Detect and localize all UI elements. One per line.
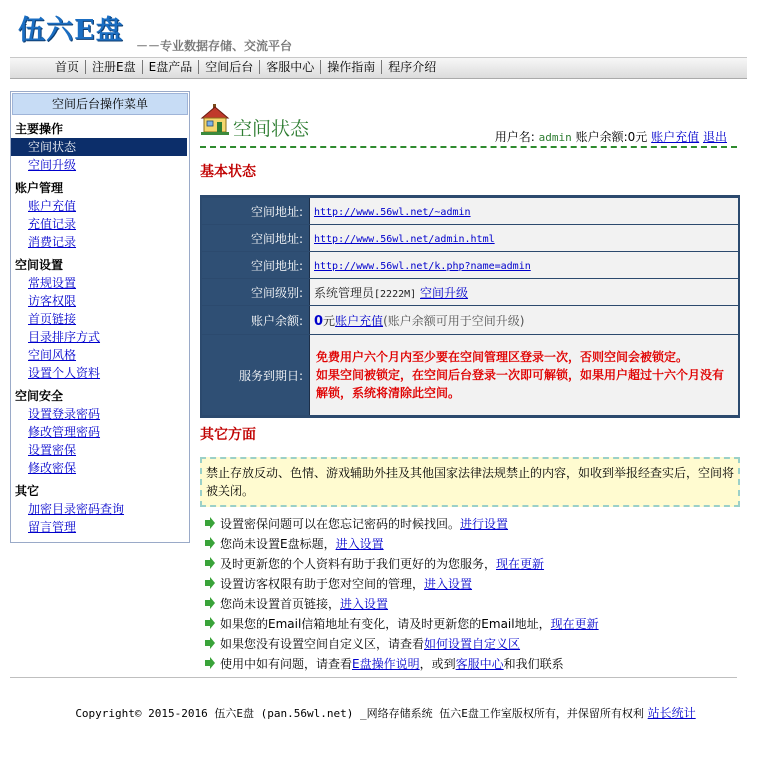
space-url-link[interactable]: http://www.56wl.net/~admin bbox=[314, 207, 471, 218]
level-value: 系统管理员 bbox=[314, 285, 375, 300]
sidebar-item-space-upgrade[interactable]: 空间升级 bbox=[28, 158, 77, 172]
site-slogan: －－专业数据存储、交流平台 bbox=[136, 39, 293, 53]
space-url-link[interactable]: http://www.56wl.net/k.php?name=admin bbox=[314, 261, 531, 272]
sidebar-group-settings bbox=[11, 257, 189, 382]
balance-label: 账户余额: bbox=[575, 130, 628, 144]
nav-support[interactable]: 客服中心 bbox=[260, 60, 321, 74]
tips-list bbox=[204, 513, 740, 673]
sidebar-group-other bbox=[11, 483, 189, 536]
sidebar-item-spending-history[interactable]: 消费记录 bbox=[28, 235, 77, 249]
balance-value: 0元 bbox=[627, 130, 648, 144]
sidebar-item-space-status[interactable]: 空间状态 bbox=[11, 138, 187, 156]
tip-link-support[interactable]: 客服中心 bbox=[455, 656, 504, 671]
sidebar-item-login-password[interactable]: 设置登录密码 bbox=[28, 407, 101, 421]
expire-warning-line-2: 如果空间被锁定，在空间后台登录一次即可解锁，如果用户超过十六个月没有解锁，系统将清除此空间。 bbox=[316, 368, 725, 400]
nav-guide[interactable]: 操作指南 bbox=[321, 60, 382, 74]
green-arrow-icon bbox=[204, 657, 216, 669]
footer-divider bbox=[10, 677, 737, 678]
sidebar-menu bbox=[10, 91, 190, 543]
nav-products[interactable]: E盘产品 bbox=[143, 60, 200, 74]
footer bbox=[0, 704, 771, 721]
site-logo[interactable]: 伍六E盘 bbox=[18, 15, 124, 46]
sidebar-group-account bbox=[11, 180, 189, 251]
expire-warning bbox=[314, 344, 737, 406]
sidebar-item-profile[interactable]: 设置个人资料 bbox=[28, 366, 101, 380]
list-item bbox=[204, 573, 740, 593]
table-row bbox=[202, 225, 738, 251]
sidebar-item-general-settings[interactable]: 常规设置 bbox=[28, 276, 77, 290]
balance-note: (账户余额可用于空间升级) bbox=[383, 313, 525, 328]
sidebar-group-title: 空间设置 bbox=[15, 258, 64, 272]
other-section-title: 其它方面 bbox=[200, 427, 256, 443]
sidebar-item-home-link[interactable]: 首页链接 bbox=[28, 312, 77, 326]
level-upgrade-link[interactable]: 空间升级 bbox=[420, 285, 469, 300]
list-item bbox=[204, 613, 740, 633]
nav-home[interactable]: 首页 bbox=[55, 60, 86, 74]
green-arrow-icon bbox=[204, 577, 216, 589]
green-arrow-icon bbox=[204, 637, 216, 649]
tip-link[interactable]: E盘操作说明 bbox=[352, 656, 420, 671]
table-row bbox=[202, 306, 738, 334]
level-size: [2222M] bbox=[374, 288, 417, 300]
green-arrow-icon bbox=[204, 557, 216, 569]
sidebar-item-encrypted-dir-lookup[interactable]: 加密目录密码查询 bbox=[28, 502, 125, 516]
sidebar-item-space-style[interactable]: 空间风格 bbox=[28, 348, 77, 362]
list-item bbox=[204, 553, 740, 573]
nav-intro[interactable]: 程序介绍 bbox=[388, 60, 437, 74]
username-label: 用户名: bbox=[494, 130, 535, 144]
logout-link[interactable]: 退出 bbox=[702, 130, 727, 144]
sidebar-group-title: 其它 bbox=[15, 484, 40, 498]
row-label: 账户余额: bbox=[202, 306, 310, 334]
balance-unit: 元 bbox=[323, 313, 336, 328]
row-label: 空间级别: bbox=[202, 279, 310, 305]
basic-status-title: 基本状态 bbox=[200, 164, 256, 180]
table-row bbox=[202, 252, 738, 278]
recharge-link[interactable]: 账户充值 bbox=[651, 130, 700, 144]
notice-box: 禁止存放反动、色情、游戏辅助外挂及其他国家法律法规禁止的内容，如收到举报经查实后，空间将被关闭。 bbox=[200, 457, 740, 507]
sidebar-item-admin-password[interactable]: 修改管理密码 bbox=[28, 425, 101, 439]
tip-text: 使用中如有问题，请查看 bbox=[220, 656, 353, 671]
sidebar-item-recharge[interactable]: 账户充值 bbox=[28, 199, 77, 213]
tip-text: 如果您没有设置空间自定义区，请查看 bbox=[220, 636, 425, 651]
page-title: 空间状态 bbox=[233, 118, 310, 140]
green-arrow-icon bbox=[204, 617, 216, 629]
tip-link[interactable]: 进入设置 bbox=[335, 536, 384, 551]
sidebar-item-visitor-permissions[interactable]: 访客权限 bbox=[28, 294, 77, 308]
sidebar-title: 空间后台操作菜单 bbox=[12, 93, 188, 115]
sidebar-group-main bbox=[11, 121, 189, 174]
tip-text: 设置访客权限有助于您对空间的管理， bbox=[220, 576, 425, 591]
tip-link[interactable]: 进入设置 bbox=[340, 596, 389, 611]
sidebar-item-dir-sort[interactable]: 目录排序方式 bbox=[28, 330, 101, 344]
list-item bbox=[204, 533, 740, 553]
stats-link[interactable]: 站长统计 bbox=[647, 706, 696, 720]
tip-text: 及时更新您的个人资料有助于我们更好的为您服务， bbox=[220, 556, 497, 571]
sidebar-item-set-security-question[interactable]: 设置密保 bbox=[28, 443, 77, 457]
row-label: 空间地址: bbox=[202, 252, 310, 278]
balance-recharge-link[interactable]: 账户充值 bbox=[335, 313, 384, 328]
nav-backend[interactable]: 空间后台 bbox=[199, 60, 260, 74]
balance-number: 0 bbox=[314, 313, 324, 329]
sidebar-item-recharge-history[interactable]: 充值记录 bbox=[28, 217, 77, 231]
table-row bbox=[202, 198, 738, 224]
sidebar-item-messages[interactable]: 留言管理 bbox=[28, 520, 77, 534]
green-arrow-icon bbox=[204, 597, 216, 609]
tip-link[interactable]: 现在更新 bbox=[496, 556, 545, 571]
sidebar-group-title: 空间安全 bbox=[15, 389, 64, 403]
green-arrow-icon bbox=[204, 517, 216, 529]
copyright-text: Copyright© 2015-2016 伍六E盘 (pan.56wl.net) _网络存储系统 伍六E盘工作室版权所有，并保留所有权利 bbox=[75, 707, 644, 720]
tip-link[interactable]: 现在更新 bbox=[550, 616, 599, 631]
table-row bbox=[202, 279, 738, 305]
tip-text: 您尚未设置首页链接， bbox=[220, 596, 341, 611]
list-item bbox=[204, 593, 740, 613]
sidebar-group-security bbox=[11, 388, 189, 477]
row-label: 服务到期日: bbox=[202, 335, 310, 415]
basic-status-table bbox=[200, 195, 740, 418]
tip-text: 如果您的Email信箱地址有变化，请及时更新您的Email地址， bbox=[220, 616, 551, 631]
tip-link[interactable]: 进入设置 bbox=[424, 576, 473, 591]
row-label: 空间地址: bbox=[202, 225, 310, 251]
page-title-row bbox=[200, 100, 737, 148]
tip-text: 和我们联系 bbox=[503, 656, 564, 671]
tip-text: 设置密保问题可以在您忘记密码的时候找回。 bbox=[220, 516, 461, 531]
sidebar-item-edit-security-question[interactable]: 修改密保 bbox=[28, 461, 77, 475]
tip-link[interactable]: 如何设置自定义区 bbox=[424, 636, 521, 651]
table-row bbox=[202, 335, 738, 415]
green-arrow-icon bbox=[204, 537, 216, 549]
sidebar-group-title: 主要操作 bbox=[15, 122, 64, 136]
expire-warning-line-1: 免费用户六个月内至少要在空间管理区登录一次，否则空间会被锁定。 bbox=[316, 350, 689, 364]
top-nav bbox=[10, 57, 747, 79]
username-value: admin bbox=[538, 131, 572, 144]
tip-text: 您尚未设置E盘标题， bbox=[220, 536, 336, 551]
tip-text: ，或到 bbox=[419, 656, 456, 671]
sidebar-group-title: 账户管理 bbox=[15, 181, 64, 195]
list-item bbox=[204, 513, 740, 533]
header bbox=[0, 0, 771, 56]
space-url-link[interactable]: http://www.56wl.net/admin.html bbox=[314, 234, 495, 245]
list-item bbox=[204, 653, 740, 673]
house-icon bbox=[200, 102, 230, 136]
user-info bbox=[495, 128, 727, 145]
list-item bbox=[204, 633, 740, 653]
row-label: 空间地址: bbox=[202, 198, 310, 224]
tip-link[interactable]: 进行设置 bbox=[460, 516, 509, 531]
nav-register[interactable]: 注册E盘 bbox=[86, 60, 143, 74]
